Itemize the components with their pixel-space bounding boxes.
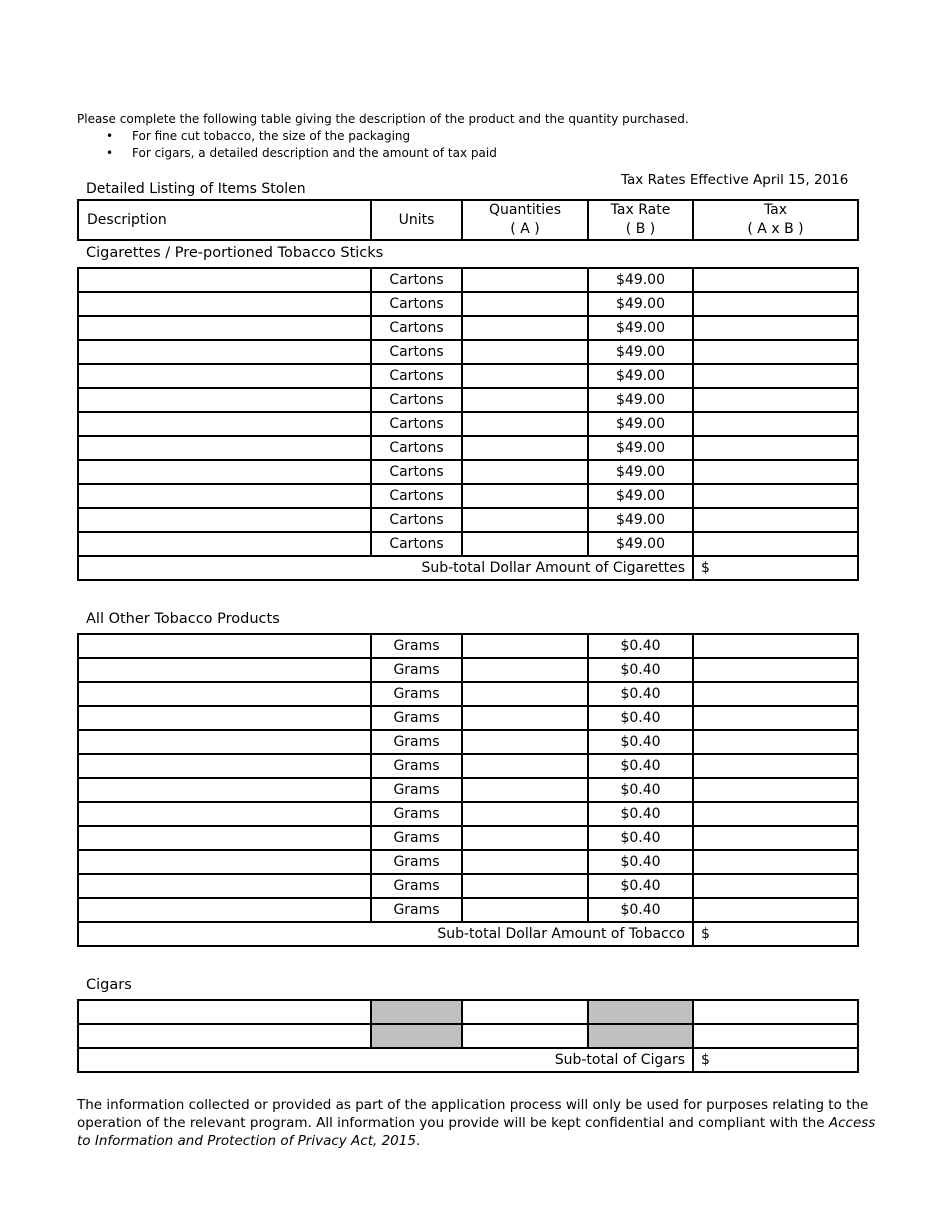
description-field[interactable]: [78, 268, 371, 292]
description-field[interactable]: [78, 340, 371, 364]
units-cell: Cartons: [371, 292, 462, 316]
tax-amount-field[interactable]: [693, 778, 858, 802]
tax-rate-cell: $0.40: [588, 634, 693, 658]
other-tobacco-row: [78, 802, 858, 826]
units-cell: Cartons: [371, 388, 462, 412]
other-tobacco-row: [78, 874, 858, 898]
units-cell-shaded: [371, 1000, 462, 1024]
units-cell: Grams: [371, 802, 462, 826]
description-field[interactable]: [78, 292, 371, 316]
units-cell: Grams: [371, 826, 462, 850]
units-cell: Cartons: [371, 436, 462, 460]
header-quantities-sub: ( A ): [510, 221, 540, 237]
cigarettes-row: [78, 292, 858, 316]
section-label-cigarettes: Cigarettes / Pre-portioned Tobacco Sticks: [86, 245, 384, 261]
instructions-list: [77, 128, 689, 162]
quantity-field[interactable]: [462, 460, 588, 484]
units-cell: Grams: [371, 634, 462, 658]
header-tax-rate-sub: ( B ): [625, 221, 656, 237]
quantity-field[interactable]: [462, 340, 588, 364]
cigarettes-row: [78, 316, 858, 340]
instruction-bullet-fine-cut: • For fine cut tobacco, the size of the packaging: [132, 128, 689, 145]
tax-rate-cell: $49.00: [588, 388, 693, 412]
units-cell: Grams: [371, 730, 462, 754]
other-tobacco-subtotal-label: Sub-total Dollar Amount of Tobacco: [78, 922, 693, 946]
tax-rate-cell: $49.00: [588, 508, 693, 532]
quantity-field[interactable]: [462, 802, 588, 826]
tax-rate-cell: $0.40: [588, 658, 693, 682]
instructions: [77, 111, 689, 162]
quantity-field[interactable]: [462, 388, 588, 412]
tax-amount-field[interactable]: [693, 436, 858, 460]
other-tobacco-table: [77, 633, 859, 947]
section-label-other-tobacco: All Other Tobacco Products: [86, 611, 280, 627]
tax-amount-field[interactable]: [693, 802, 858, 826]
quantity-field[interactable]: [462, 634, 588, 658]
tax-rate-cell: $0.40: [588, 898, 693, 922]
cigarettes-row: [78, 508, 858, 532]
tax-rate-cell: $49.00: [588, 412, 693, 436]
quantity-field[interactable]: [462, 826, 588, 850]
cigars-table: [77, 999, 859, 1073]
tax-amount-field[interactable]: [693, 508, 858, 532]
other-tobacco-row: [78, 850, 858, 874]
header-units: Units: [371, 200, 462, 240]
units-cell: Grams: [371, 754, 462, 778]
privacy-notice-text: The information collected or provided as part of the application process will only be used for purposes relating to the operation of the relevant program. All information you provide will be kept confidential and compliant with the: [77, 1097, 869, 1131]
tax-rate-cell-shaded: [588, 1024, 693, 1048]
tax-amount-field[interactable]: [693, 292, 858, 316]
tax-rate-cell: $0.40: [588, 754, 693, 778]
privacy-notice-end: .: [415, 1133, 421, 1149]
tax-rate-cell: $49.00: [588, 316, 693, 340]
other-tobacco-row: [78, 778, 858, 802]
instruction-bullet-cigars: • For cigars, a detailed description and the amount of tax paid: [132, 145, 689, 162]
quantity-field[interactable]: [462, 706, 588, 730]
tax-rate-cell: $49.00: [588, 532, 693, 556]
tax-rate-cell: $0.40: [588, 730, 693, 754]
tax-amount-field[interactable]: [693, 1024, 858, 1048]
column-header-table: [77, 199, 859, 241]
listing-title: Detailed Listing of Items Stolen: [86, 181, 306, 197]
cigarettes-subtotal-label: Sub-total Dollar Amount of Cigarettes: [78, 556, 693, 580]
units-cell: Cartons: [371, 412, 462, 436]
units-cell: Cartons: [371, 340, 462, 364]
header-quantities: [462, 200, 588, 240]
cigarettes-row: [78, 340, 858, 364]
tax-amount-field[interactable]: [693, 730, 858, 754]
cigarettes-row: [78, 412, 858, 436]
cigars-row: [78, 1024, 858, 1048]
effective-date: Tax Rates Effective April 15, 2016: [621, 172, 849, 188]
quantity-field[interactable]: [462, 316, 588, 340]
description-field[interactable]: [78, 778, 371, 802]
tax-amount-field[interactable]: [693, 706, 858, 730]
units-cell: Grams: [371, 850, 462, 874]
cigarettes-subtotal-field[interactable]: $: [693, 556, 858, 580]
description-field[interactable]: [78, 412, 371, 436]
tax-amount-field[interactable]: [693, 634, 858, 658]
cigars-subtotal-label: Sub-total of Cigars: [78, 1048, 693, 1072]
quantity-field[interactable]: [462, 778, 588, 802]
other-tobacco-row: [78, 706, 858, 730]
tax-rate-cell: $0.40: [588, 850, 693, 874]
units-cell-shaded: [371, 1024, 462, 1048]
description-field[interactable]: [78, 1000, 371, 1024]
quantity-field[interactable]: [462, 1000, 588, 1024]
description-field[interactable]: [78, 898, 371, 922]
cigarettes-row: [78, 484, 858, 508]
description-field[interactable]: [78, 532, 371, 556]
header-quantities-label: Quantities: [488, 202, 561, 218]
tax-rate-cell: $49.00: [588, 268, 693, 292]
privacy-act-name: Access to Information and Protection of Privacy Act, 2015: [77, 1115, 876, 1149]
tax-rate-cell: $0.40: [588, 802, 693, 826]
description-field[interactable]: [78, 802, 371, 826]
cigarettes-row: [78, 532, 858, 556]
tax-amount-field[interactable]: [693, 316, 858, 340]
quantity-field[interactable]: [462, 658, 588, 682]
quantity-field[interactable]: [462, 436, 588, 460]
quantity-field[interactable]: [462, 532, 588, 556]
description-field[interactable]: [78, 508, 371, 532]
privacy-notice: [77, 1096, 877, 1150]
quantity-field[interactable]: [462, 364, 588, 388]
units-cell: Grams: [371, 706, 462, 730]
quantity-field[interactable]: [462, 292, 588, 316]
tax-amount-field[interactable]: [693, 340, 858, 364]
description-field[interactable]: [78, 484, 371, 508]
quantity-field[interactable]: [462, 850, 588, 874]
description-field[interactable]: [78, 826, 371, 850]
description-field[interactable]: [78, 364, 371, 388]
units-cell: Grams: [371, 682, 462, 706]
header-tax-label: Tax: [763, 202, 788, 218]
instructions-text: Please complete the following table giving the description of the product and the quantity purchased.: [77, 112, 689, 126]
tax-rate-cell: $0.40: [588, 826, 693, 850]
quantity-field[interactable]: [462, 484, 588, 508]
units-cell: Grams: [371, 778, 462, 802]
tax-rate-cell: $49.00: [588, 292, 693, 316]
units-cell: Grams: [371, 898, 462, 922]
cigars-subtotal-field[interactable]: $: [693, 1048, 858, 1072]
other-tobacco-row: [78, 682, 858, 706]
units-cell: Grams: [371, 658, 462, 682]
tax-amount-field[interactable]: [693, 874, 858, 898]
header-tax: [693, 200, 858, 240]
quantity-field[interactable]: [462, 412, 588, 436]
units-cell: Cartons: [371, 460, 462, 484]
cigarettes-row: [78, 436, 858, 460]
description-field[interactable]: [78, 706, 371, 730]
tax-amount-field[interactable]: [693, 484, 858, 508]
description-field[interactable]: [78, 1024, 371, 1048]
tax-amount-field[interactable]: [693, 268, 858, 292]
description-field[interactable]: [78, 682, 371, 706]
cigarettes-row: [78, 388, 858, 412]
quantity-field[interactable]: [462, 268, 588, 292]
tax-rate-cell: $0.40: [588, 706, 693, 730]
tax-rate-cell: $49.00: [588, 364, 693, 388]
other-tobacco-row: [78, 826, 858, 850]
units-cell: Cartons: [371, 508, 462, 532]
header-description: Description: [78, 200, 371, 240]
header-tax-sub: ( A x B ): [747, 221, 804, 237]
quantity-field[interactable]: [462, 508, 588, 532]
description-field[interactable]: [78, 460, 371, 484]
description-field[interactable]: [78, 850, 371, 874]
header-tax-rate-label: Tax Rate: [610, 202, 671, 218]
tax-rate-cell: $49.00: [588, 460, 693, 484]
tax-rate-cell: $49.00: [588, 436, 693, 460]
other-tobacco-row: [78, 730, 858, 754]
quantity-field[interactable]: [462, 730, 588, 754]
tax-amount-field[interactable]: [693, 1000, 858, 1024]
description-field[interactable]: [78, 754, 371, 778]
header-tax-rate: [588, 200, 693, 240]
quantity-field[interactable]: [462, 874, 588, 898]
tax-amount-field[interactable]: [693, 460, 858, 484]
tax-amount-field[interactable]: [693, 826, 858, 850]
description-field[interactable]: [78, 634, 371, 658]
tax-amount-field[interactable]: [693, 850, 858, 874]
other-tobacco-row: [78, 658, 858, 682]
units-cell: Cartons: [371, 364, 462, 388]
tax-amount-field[interactable]: [693, 364, 858, 388]
tax-rate-cell: $0.40: [588, 874, 693, 898]
cigarettes-row: [78, 364, 858, 388]
tax-rate-cell: $49.00: [588, 340, 693, 364]
tax-amount-field[interactable]: [693, 532, 858, 556]
tax-rate-cell-shaded: [588, 1000, 693, 1024]
units-cell: Cartons: [371, 268, 462, 292]
description-field[interactable]: [78, 316, 371, 340]
quantity-field[interactable]: [462, 1024, 588, 1048]
other-tobacco-subtotal-field[interactable]: $: [693, 922, 858, 946]
quantity-field[interactable]: [462, 898, 588, 922]
description-field[interactable]: [78, 436, 371, 460]
quantity-field[interactable]: [462, 682, 588, 706]
other-tobacco-row: [78, 634, 858, 658]
tax-amount-field[interactable]: [693, 412, 858, 436]
units-cell: Cartons: [371, 484, 462, 508]
cigarettes-table: [77, 267, 859, 581]
cigars-row: [78, 1000, 858, 1024]
tax-rate-cell: $49.00: [588, 484, 693, 508]
other-tobacco-row: [78, 898, 858, 922]
description-field[interactable]: [78, 388, 371, 412]
tax-rate-cell: $0.40: [588, 682, 693, 706]
tax-amount-field[interactable]: [693, 754, 858, 778]
tax-amount-field[interactable]: [693, 682, 858, 706]
tax-amount-field[interactable]: [693, 658, 858, 682]
units-cell: Cartons: [371, 316, 462, 340]
units-cell: Grams: [371, 874, 462, 898]
description-field[interactable]: [78, 874, 371, 898]
tax-amount-field[interactable]: [693, 388, 858, 412]
cigarettes-row: [78, 460, 858, 484]
section-label-cigars: Cigars: [86, 977, 132, 993]
cigarettes-row: [78, 268, 858, 292]
tax-amount-field[interactable]: [693, 898, 858, 922]
other-tobacco-row: [78, 754, 858, 778]
units-cell: Cartons: [371, 532, 462, 556]
quantity-field[interactable]: [462, 754, 588, 778]
description-field[interactable]: [78, 730, 371, 754]
tax-rate-cell: $0.40: [588, 778, 693, 802]
description-field[interactable]: [78, 658, 371, 682]
